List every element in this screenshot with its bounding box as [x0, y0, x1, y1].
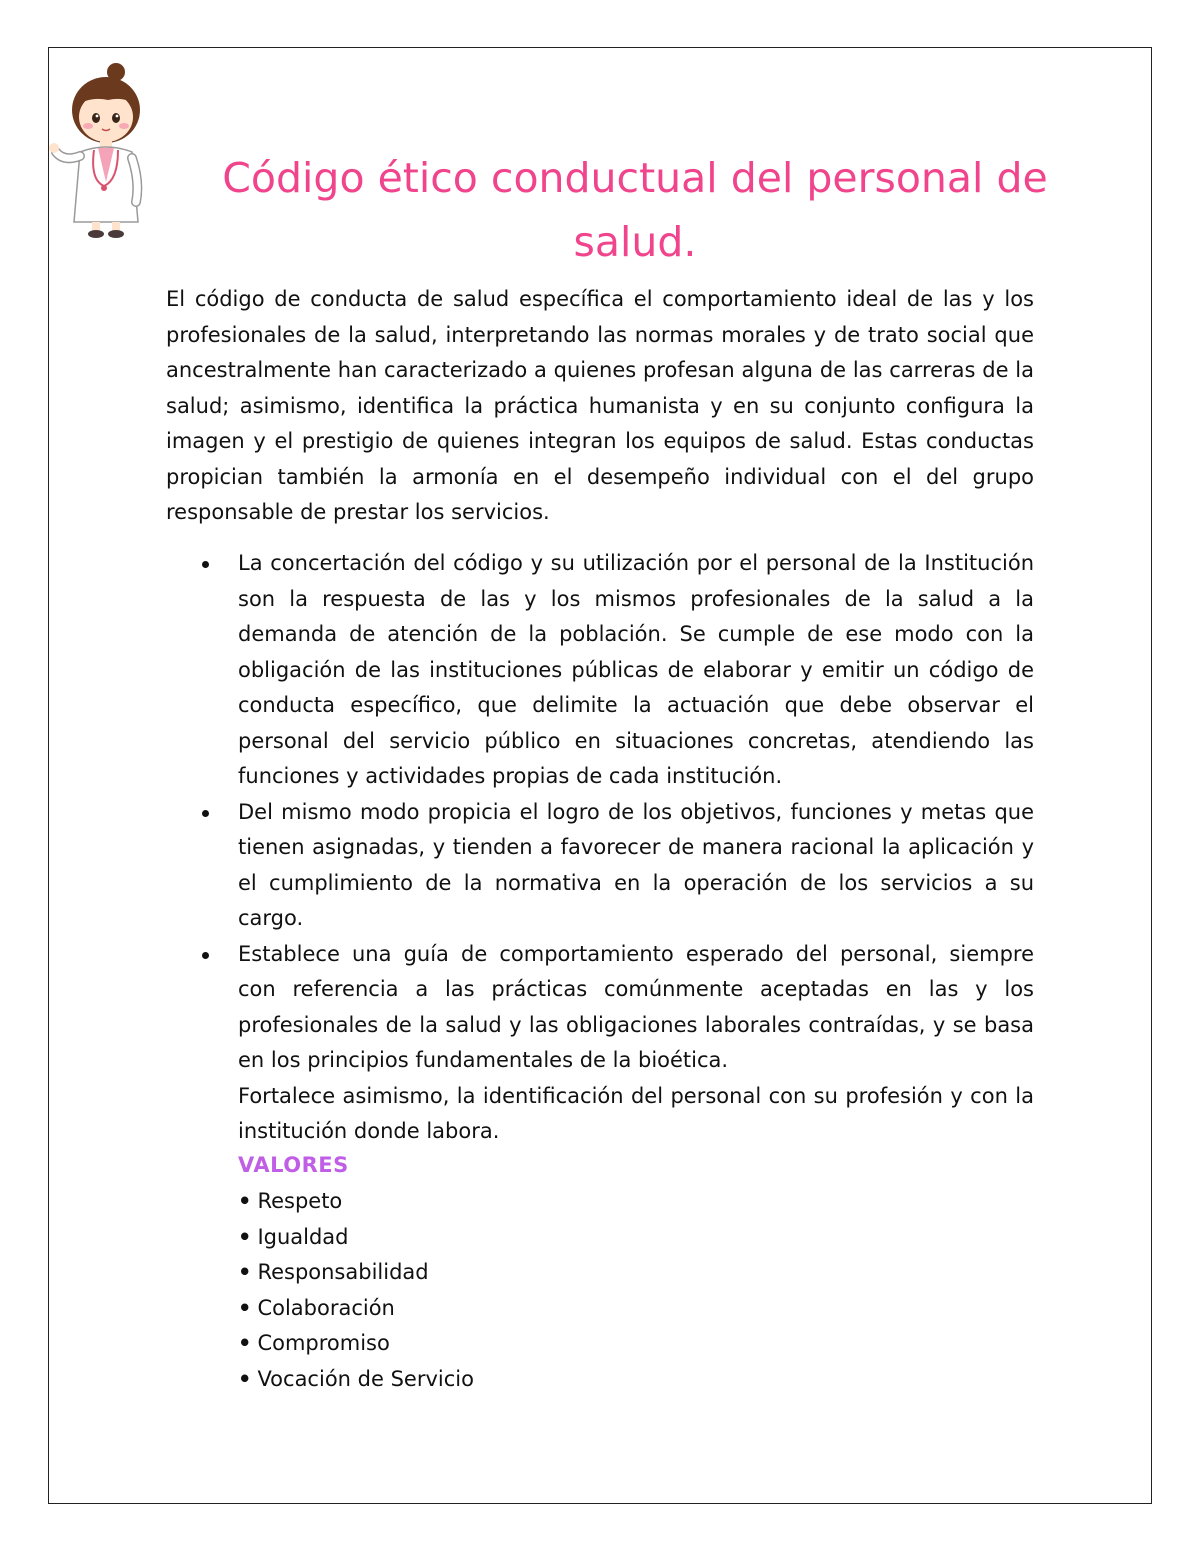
bullet-text: Del mismo modo propicia el logro de los objetivos, funciones y metas que tienen asignadas, y tienden a favorecer de manera racional la aplicación y el cumplimiento de la normativa en la operación de los servicios a su cargo. [238, 799, 1034, 930]
valores-item: • Compromiso [238, 1331, 390, 1355]
list-item [238, 937, 1034, 1150]
valores-item: • Responsabilidad [238, 1260, 429, 1284]
valores-item: • Igualdad [238, 1224, 349, 1249]
bullet-text: La concertación del código y su utilización por el personal de la Institución son la respuesta de las y los mismos profesionales de la salud a la demanda de atención de la población. Se cumple de ese modo con la obligación de las instituciones públicas de elaborar y emitir un código de conducta específico, que delimite la actuación que debe observar el personal del servicio público en situaciones concretas, atendiendo las funciones y actividades propias de cada institución. [238, 551, 1034, 788]
valores-list [238, 1184, 474, 1397]
bullet-continuation: Fortalece asimismo, la identificación del personal con su profesión y con la institución donde labora. [238, 1083, 1034, 1143]
page-title: Código ético conductual del personal de salud. [222, 154, 1048, 266]
list-item [238, 546, 1034, 795]
bullet-text: Establece una guía de comportamiento esperado del personal, siempre con referencia a las prácticas comúnmente aceptadas en las y los profesionales de la salud y las obligaciones laborales contraídas, y se basa en los principios fundamentales de la bioética. [238, 941, 1034, 1072]
valores-item: • Colaboración [238, 1295, 395, 1320]
valores-heading: VALORES [238, 1153, 349, 1177]
valores-item: • Respeto [238, 1189, 343, 1213]
valores-item: • Vocación de Servicio [238, 1366, 474, 1391]
intro-paragraph: El código de conducta de salud específica el comportamiento ideal de las y los profesionales de la salud, interpretando las normas morales y de trato social que ancestralmente han caracterizado a quienes profesan alguna de las carreras de la salud; asimismo, identifica la práctica humanista y en su conjunto configura la imagen y el prestigio de quienes integran los equipos de salud. Estas conductas propician también la armonía en el desempeño individual con el del grupo responsable de prestar los servicios. [166, 287, 1034, 524]
list-item [238, 795, 1034, 937]
bullet-list [238, 546, 1034, 1150]
doctor-girl-icon [46, 62, 158, 240]
